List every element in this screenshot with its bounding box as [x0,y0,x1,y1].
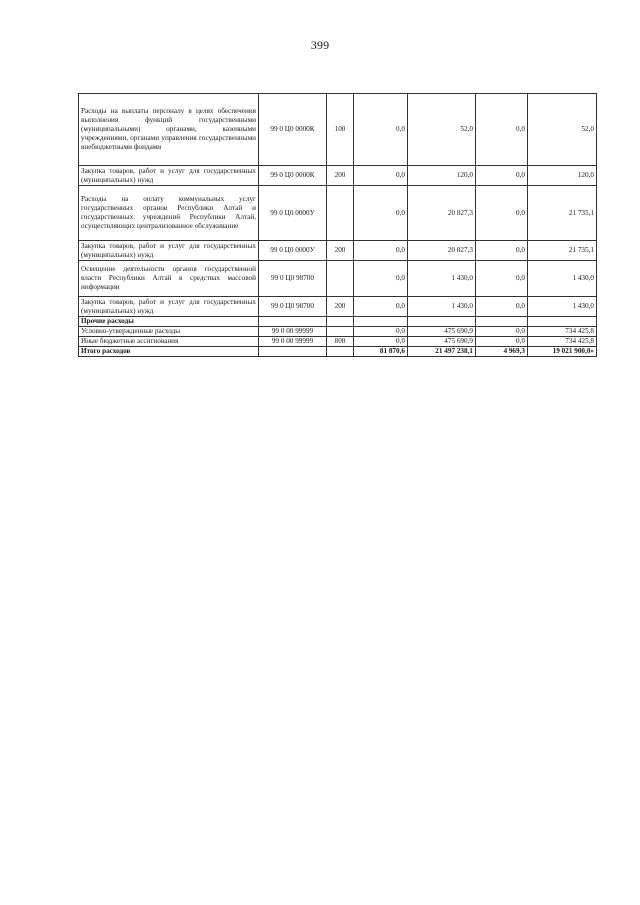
amount-cell-4: 1 430,0 [528,297,597,317]
expense-type-cell [327,261,354,297]
amount-cell-4: 19 021 900,0» [528,347,597,357]
amount-cell-1: 0,0 [354,297,408,317]
amount-cell-3: 4 969,3 [476,347,528,357]
amount-cell-3: 0,0 [476,241,528,261]
amount-cell-2: 21 497 238,1 [408,347,476,357]
amount-cell-4: 21 735,1 [528,241,597,261]
target-code-cell: 99 0 00 99999 [259,327,327,337]
amount-cell-3: 0,0 [476,337,528,347]
table-row [79,261,597,297]
expense-name-cell: Условно-утвержденные расходы [79,327,259,337]
amount-cell-1: 0,0 [354,241,408,261]
amount-cell-3: 0,0 [476,166,528,186]
target-code-cell [259,317,327,327]
expense-type-cell: 200 [327,297,354,317]
table-row [79,337,597,347]
amount-cell-4: 52,0 [528,94,597,166]
amount-cell-3: 0,0 [476,94,528,166]
amount-cell-4: 734 425,8 [528,337,597,347]
expense-name-cell: Закупка товаров, работ и услуг для государственных (муниципальных) нужд [79,297,259,317]
budget-table-body [79,94,597,357]
amount-cell-1: 0,0 [354,186,408,241]
amount-cell-2: 475 690,9 [408,337,476,347]
expense-type-cell: 100 [327,94,354,166]
amount-cell-4 [528,317,597,327]
expense-name-cell: Итого расходов [79,347,259,357]
amount-cell-2: 1 430,0 [408,297,476,317]
amount-cell-4: 734 425,8 [528,327,597,337]
amount-cell-4: 21 735,1 [528,186,597,241]
amount-cell-4: 120,0 [528,166,597,186]
amount-cell-2: 120,0 [408,166,476,186]
target-code-cell: 99 0 Ц0 0000К [259,94,327,166]
amount-cell-1: 0,0 [354,261,408,297]
amount-cell-2: 20 827,3 [408,186,476,241]
amount-cell-2: 1 430,0 [408,261,476,297]
amount-cell-1: 0,0 [354,327,408,337]
expense-type-cell [327,347,354,357]
expense-name-cell: Иные бюджетные ассигнования [79,337,259,347]
budget-table [78,93,597,357]
amount-cell-2: 20 827,3 [408,241,476,261]
amount-cell-3: 0,0 [476,186,528,241]
amount-cell-2: 52,0 [408,94,476,166]
table-row [79,327,597,337]
expense-type-cell: 200 [327,166,354,186]
amount-cell-3: 0,0 [476,261,528,297]
table-row [79,297,597,317]
amount-cell-1: 0,0 [354,337,408,347]
amount-cell-3 [476,317,528,327]
amount-cell-1 [354,317,408,327]
amount-cell-1: 81 870,6 [354,347,408,357]
expense-type-cell [327,327,354,337]
expense-type-cell [327,186,354,241]
target-code-cell: 99 0 00 99999 [259,337,327,347]
expense-name-cell: Освещение деятельности органов государственной власти Республики Алтай в средствах массовой информации [79,261,259,297]
expense-name-cell: Закупка товаров, работ и услуг для государственных (муниципальных) нужд [79,166,259,186]
amount-cell-2 [408,317,476,327]
amount-cell-1: 0,0 [354,166,408,186]
table-row [79,241,597,261]
table-row [79,186,597,241]
expense-name-cell: Закупка товаров, работ и услуг для государственных (муниципальных) нужд [79,241,259,261]
amount-cell-1: 0,0 [354,94,408,166]
page-number: 399 [310,38,330,52]
expense-type-cell: 200 [327,241,354,261]
amount-cell-3: 0,0 [476,297,528,317]
table-row [79,347,597,357]
table-row [79,317,597,327]
target-code-cell: 99 0 Ц0 98700 [259,261,327,297]
table-row [79,94,597,166]
target-code-cell: 99 0 Ц0 0000У [259,186,327,241]
expense-type-cell [327,317,354,327]
expense-name-cell: Расходы на выплаты персоналу в целях обеспечения выполнения функций государственными (муниципальными) органами, казенными учреждениями, органами управления государственными внебюджетными фондами [79,94,259,166]
expense-type-cell: 800 [327,337,354,347]
target-code-cell: 99 0 Ц0 98700 [259,297,327,317]
amount-cell-2: 475 690,9 [408,327,476,337]
expense-name-cell: Прочие расходы [79,317,259,327]
target-code-cell [259,347,327,357]
amount-cell-4: 1 430,0 [528,261,597,297]
amount-cell-3: 0,0 [476,327,528,337]
target-code-cell: 99 0 Ц0 0000У [259,241,327,261]
table-row [79,166,597,186]
expense-name-cell: Расходы на оплату коммунальных услуг государственных органов Республики Алтай и государственных учреждений Республики Алтай, осуществляющих централизованное обслуживание [79,186,259,241]
target-code-cell: 99 0 Ц0 0000К [259,166,327,186]
